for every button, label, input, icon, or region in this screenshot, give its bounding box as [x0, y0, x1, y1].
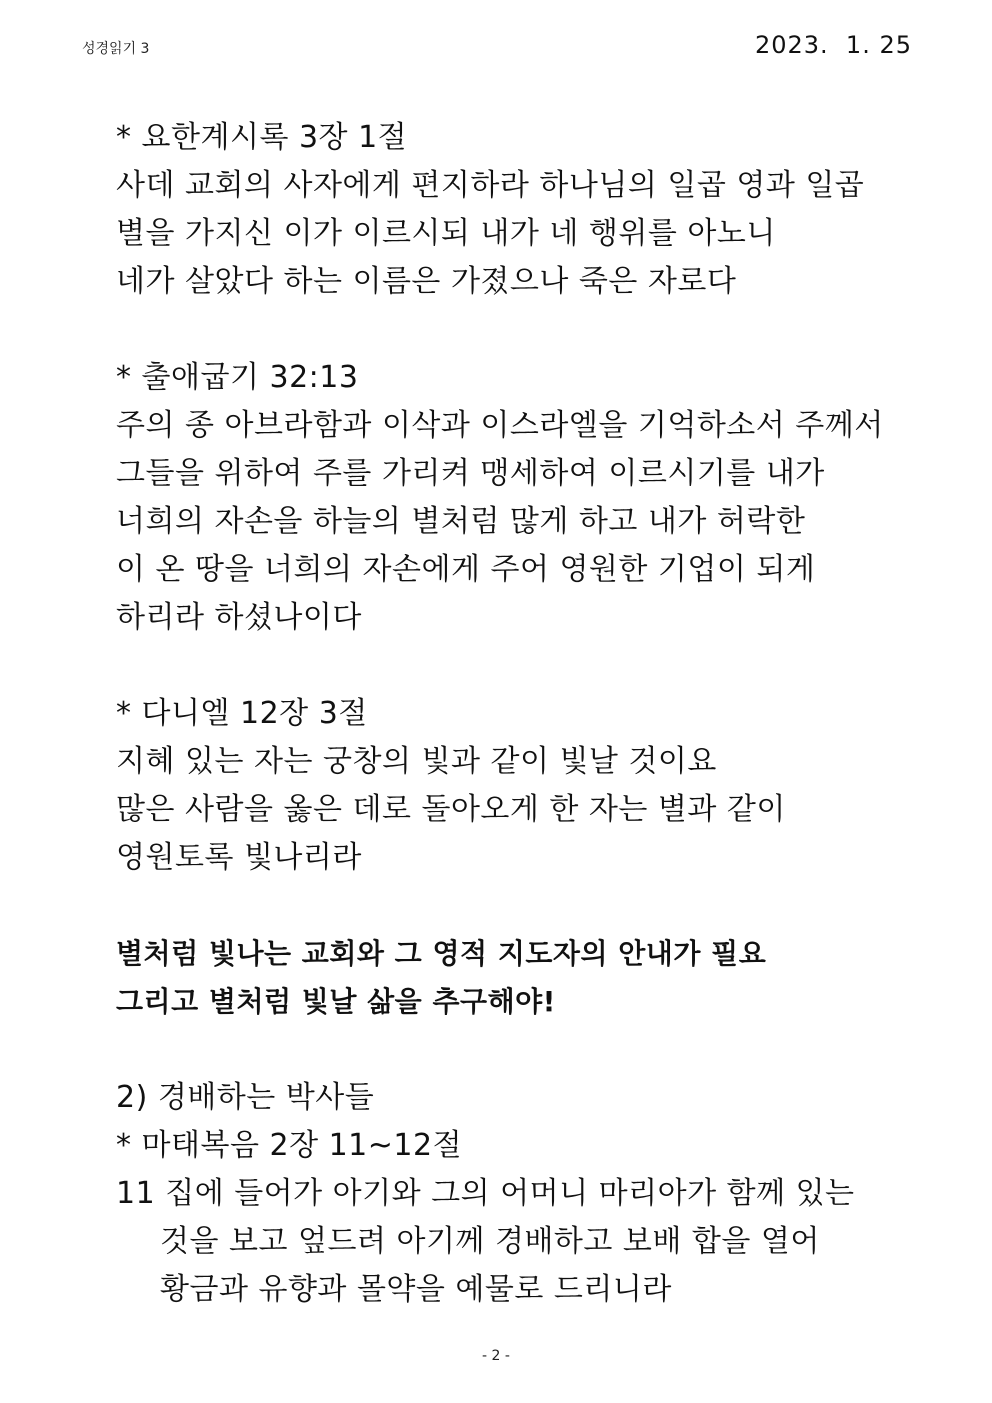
- verse-line: 사데 교회의 사자에게 편지하라 하나님의 일곱 영과 일곱: [116, 168, 865, 203]
- verse-line: 이 온 땅을 너희의 자손에게 주어 영원한 기업이 되게: [116, 552, 816, 587]
- verse-line: 그들을 위하여 주를 가리켜 맹세하여 이르시기를 내가: [116, 456, 825, 491]
- section-heading-revelation: * 요한계시록 3장 1절: [116, 120, 408, 155]
- verse-line: 별을 가지신 이가 이르시되 내가 네 행위를 아노니: [116, 216, 776, 251]
- verse-line: 너희의 자손을 하늘의 별처럼 많게 하고 내가 허락한: [116, 504, 806, 539]
- verse-line: 11 집에 들어가 아기와 그의 어머니 마리아가 함께 있는: [116, 1176, 855, 1211]
- emphasis-line: 그리고 별처럼 빛날 삶을 추구해야!: [116, 985, 556, 1018]
- verse-line: 주의 종 아브라함과 이삭과 이스라엘을 기억하소서 주께서: [116, 408, 884, 443]
- spacer: [116, 642, 916, 690]
- spacer: [116, 1026, 916, 1074]
- section-subtitle: 2) 경배하는 박사들: [116, 1080, 375, 1115]
- verse-line: 지혜 있는 자는 궁창의 빛과 같이 빛날 것이요: [116, 744, 717, 779]
- verse-line: 황금과 유향과 몰약을 예물로 드리니라: [160, 1272, 672, 1307]
- verse-line: 하리라 하셨나이다: [116, 600, 362, 635]
- verse-line: 것을 보고 엎드려 아기께 경배하고 보배 합을 열어: [160, 1224, 820, 1259]
- section-heading-exodus: * 출애굽기 32:13: [116, 360, 359, 395]
- document-body: [116, 114, 916, 1314]
- section-heading-matthew: * 마태복음 2장 11~12절: [116, 1128, 463, 1163]
- spacer: [116, 882, 916, 930]
- verse-line: 많은 사람을 옳은 데로 돌아오게 한 자는 별과 같이: [116, 792, 786, 827]
- page-number: - 2 -: [482, 1348, 510, 1364]
- document-title: 성경읽기 3: [82, 41, 150, 57]
- verse-line: 영원토록 빛나리라: [116, 840, 362, 875]
- verse-line: 네가 살았다 하는 이름은 가졌으나 죽은 자로다: [116, 264, 737, 299]
- section-heading-daniel: * 다니엘 12장 3절: [116, 696, 368, 731]
- document-date: 2023. 1. 25: [754, 31, 912, 59]
- spacer: [116, 306, 916, 354]
- emphasis-line: 별처럼 빛나는 교회와 그 영적 지도자의 안내가 필요: [116, 937, 767, 970]
